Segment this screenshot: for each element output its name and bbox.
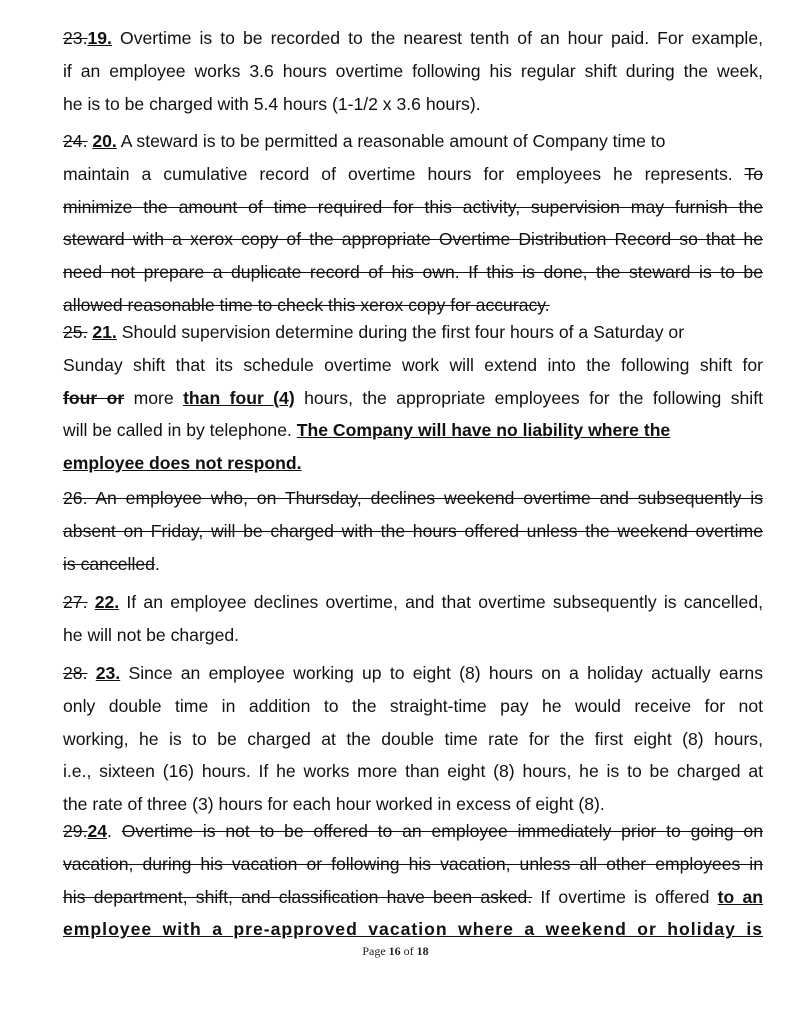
old-number: 25. <box>63 322 88 342</box>
new-number: 22. <box>94 592 120 612</box>
struck-text: four or <box>63 387 125 408</box>
text: Should supervision determine during the first four hours of a Saturday or <box>121 322 685 342</box>
inserted-text: to an <box>717 886 764 907</box>
struck-text: Overtime is not to be offered to an employee immediately prior to going on <box>121 821 764 841</box>
text: more <box>133 387 174 408</box>
paragraph-line <box>63 657 763 690</box>
number-dot: . <box>107 821 112 841</box>
text: . <box>154 553 160 574</box>
page-number: 16 <box>388 944 401 958</box>
struck-line: 26. An employee who, on Thursday, declines weekend overtime and subsequently is <box>63 488 763 508</box>
paragraph-line: he is to be charged with 5.4 hours (1-1/2 x 3.6 hours). <box>63 93 481 114</box>
paragraph-line: if an employee works 3.6 hours overtime following his regular shift during the week, <box>63 60 763 81</box>
paragraph-line: he will not be charged. <box>63 624 240 645</box>
text: If overtime is offered <box>540 886 710 907</box>
old-number: 24. <box>63 131 88 151</box>
paragraph-line: i.e., sixteen (16) hours. If he works more than eight (8) hours, he is to be charged at <box>63 761 763 782</box>
old-number: 29. <box>63 821 88 841</box>
paragraph-line <box>63 548 763 581</box>
struck-line: minimize the amount of time required for this activity, supervision may furnish the <box>63 196 763 217</box>
of-label: of <box>403 944 414 958</box>
old-number: 27. <box>63 592 88 612</box>
paragraph-line <box>63 382 763 415</box>
text: hours, the appropriate employees for the following shift <box>304 387 763 408</box>
paragraph-line: the rate of three (3) hours for each hour worked in excess of eight (8). <box>63 794 605 815</box>
paragraph-24 <box>63 815 763 946</box>
paragraph-line: Sunday shift that its schedule overtime work will extend into the following shift for <box>63 354 763 375</box>
struck-line: absent on Friday, will be charged with the hours offered unless the weekend overtime <box>63 520 763 541</box>
inserted-text: The Company will have no liability where the <box>296 420 671 441</box>
page-label: Page <box>362 944 386 958</box>
struck-text: is cancelled <box>63 553 155 574</box>
paragraph-22 <box>63 586 763 652</box>
paragraph-line: only double time in addition to the straight-time pay he would receive for not <box>63 695 763 716</box>
paragraph-19 <box>63 22 763 120</box>
paragraph-line <box>63 22 763 55</box>
paragraph-line <box>63 586 763 619</box>
paragraph-line <box>63 158 763 191</box>
struck-line: steward with a xerox copy of the appropriate Overtime Distribution Record so that he <box>63 229 763 250</box>
new-number: 23. <box>95 663 121 683</box>
new-number: 21. <box>92 322 117 342</box>
paragraph-line <box>63 125 763 158</box>
paragraph-26-deleted <box>63 482 763 580</box>
old-number: 23. <box>63 28 88 48</box>
paragraph-line <box>63 881 763 914</box>
paragraph-line <box>63 316 763 349</box>
text: Overtime is to be recorded to the nearest tenth of an hour paid. For example, <box>120 28 764 48</box>
paragraph-21 <box>63 316 763 480</box>
paragraph-line: working, he is to be charged at the double time rate for the first eight (8) hours, <box>63 728 763 749</box>
text: If an employee declines overtime, and that overtime subsequently is cancelled, <box>126 592 764 612</box>
struck-text: To <box>744 163 763 184</box>
paragraph-line <box>63 414 763 447</box>
new-number: 19. <box>87 28 112 48</box>
text: A steward is to be permitted a reasonable amount of Company time to <box>120 131 666 151</box>
struck-line: vacation, during his vacation or following his vacation, unless all other employees in <box>63 853 763 874</box>
inserted-text: than four (4) <box>183 387 295 408</box>
text: Since an employee working up to eight (8) hours on a holiday actually earns <box>128 663 764 683</box>
new-number: 20. <box>92 131 117 151</box>
struck-line: need not prepare a duplicate record of his own. If this is done, the steward is to be <box>63 262 763 283</box>
inserted-line: employee with a pre-approved vacation where a weekend or holiday is <box>63 919 763 940</box>
new-number: 24 <box>87 821 108 841</box>
paragraph-23 <box>63 657 763 821</box>
struck-line: allowed reasonable time to check this xerox copy for accuracy. <box>63 294 550 315</box>
page-footer <box>0 944 791 959</box>
old-number: 28. <box>63 663 88 683</box>
text: maintain a cumulative record of overtime hours for employees he represents. <box>63 163 733 184</box>
text: will be called in by telephone. <box>63 420 292 441</box>
paragraph-20 <box>63 125 763 322</box>
struck-text: his department, shift, and classification have been asked. <box>63 886 533 907</box>
paragraph-line <box>63 815 763 848</box>
inserted-line: employee does not respond. <box>63 453 302 474</box>
page-total: 18 <box>416 944 429 958</box>
